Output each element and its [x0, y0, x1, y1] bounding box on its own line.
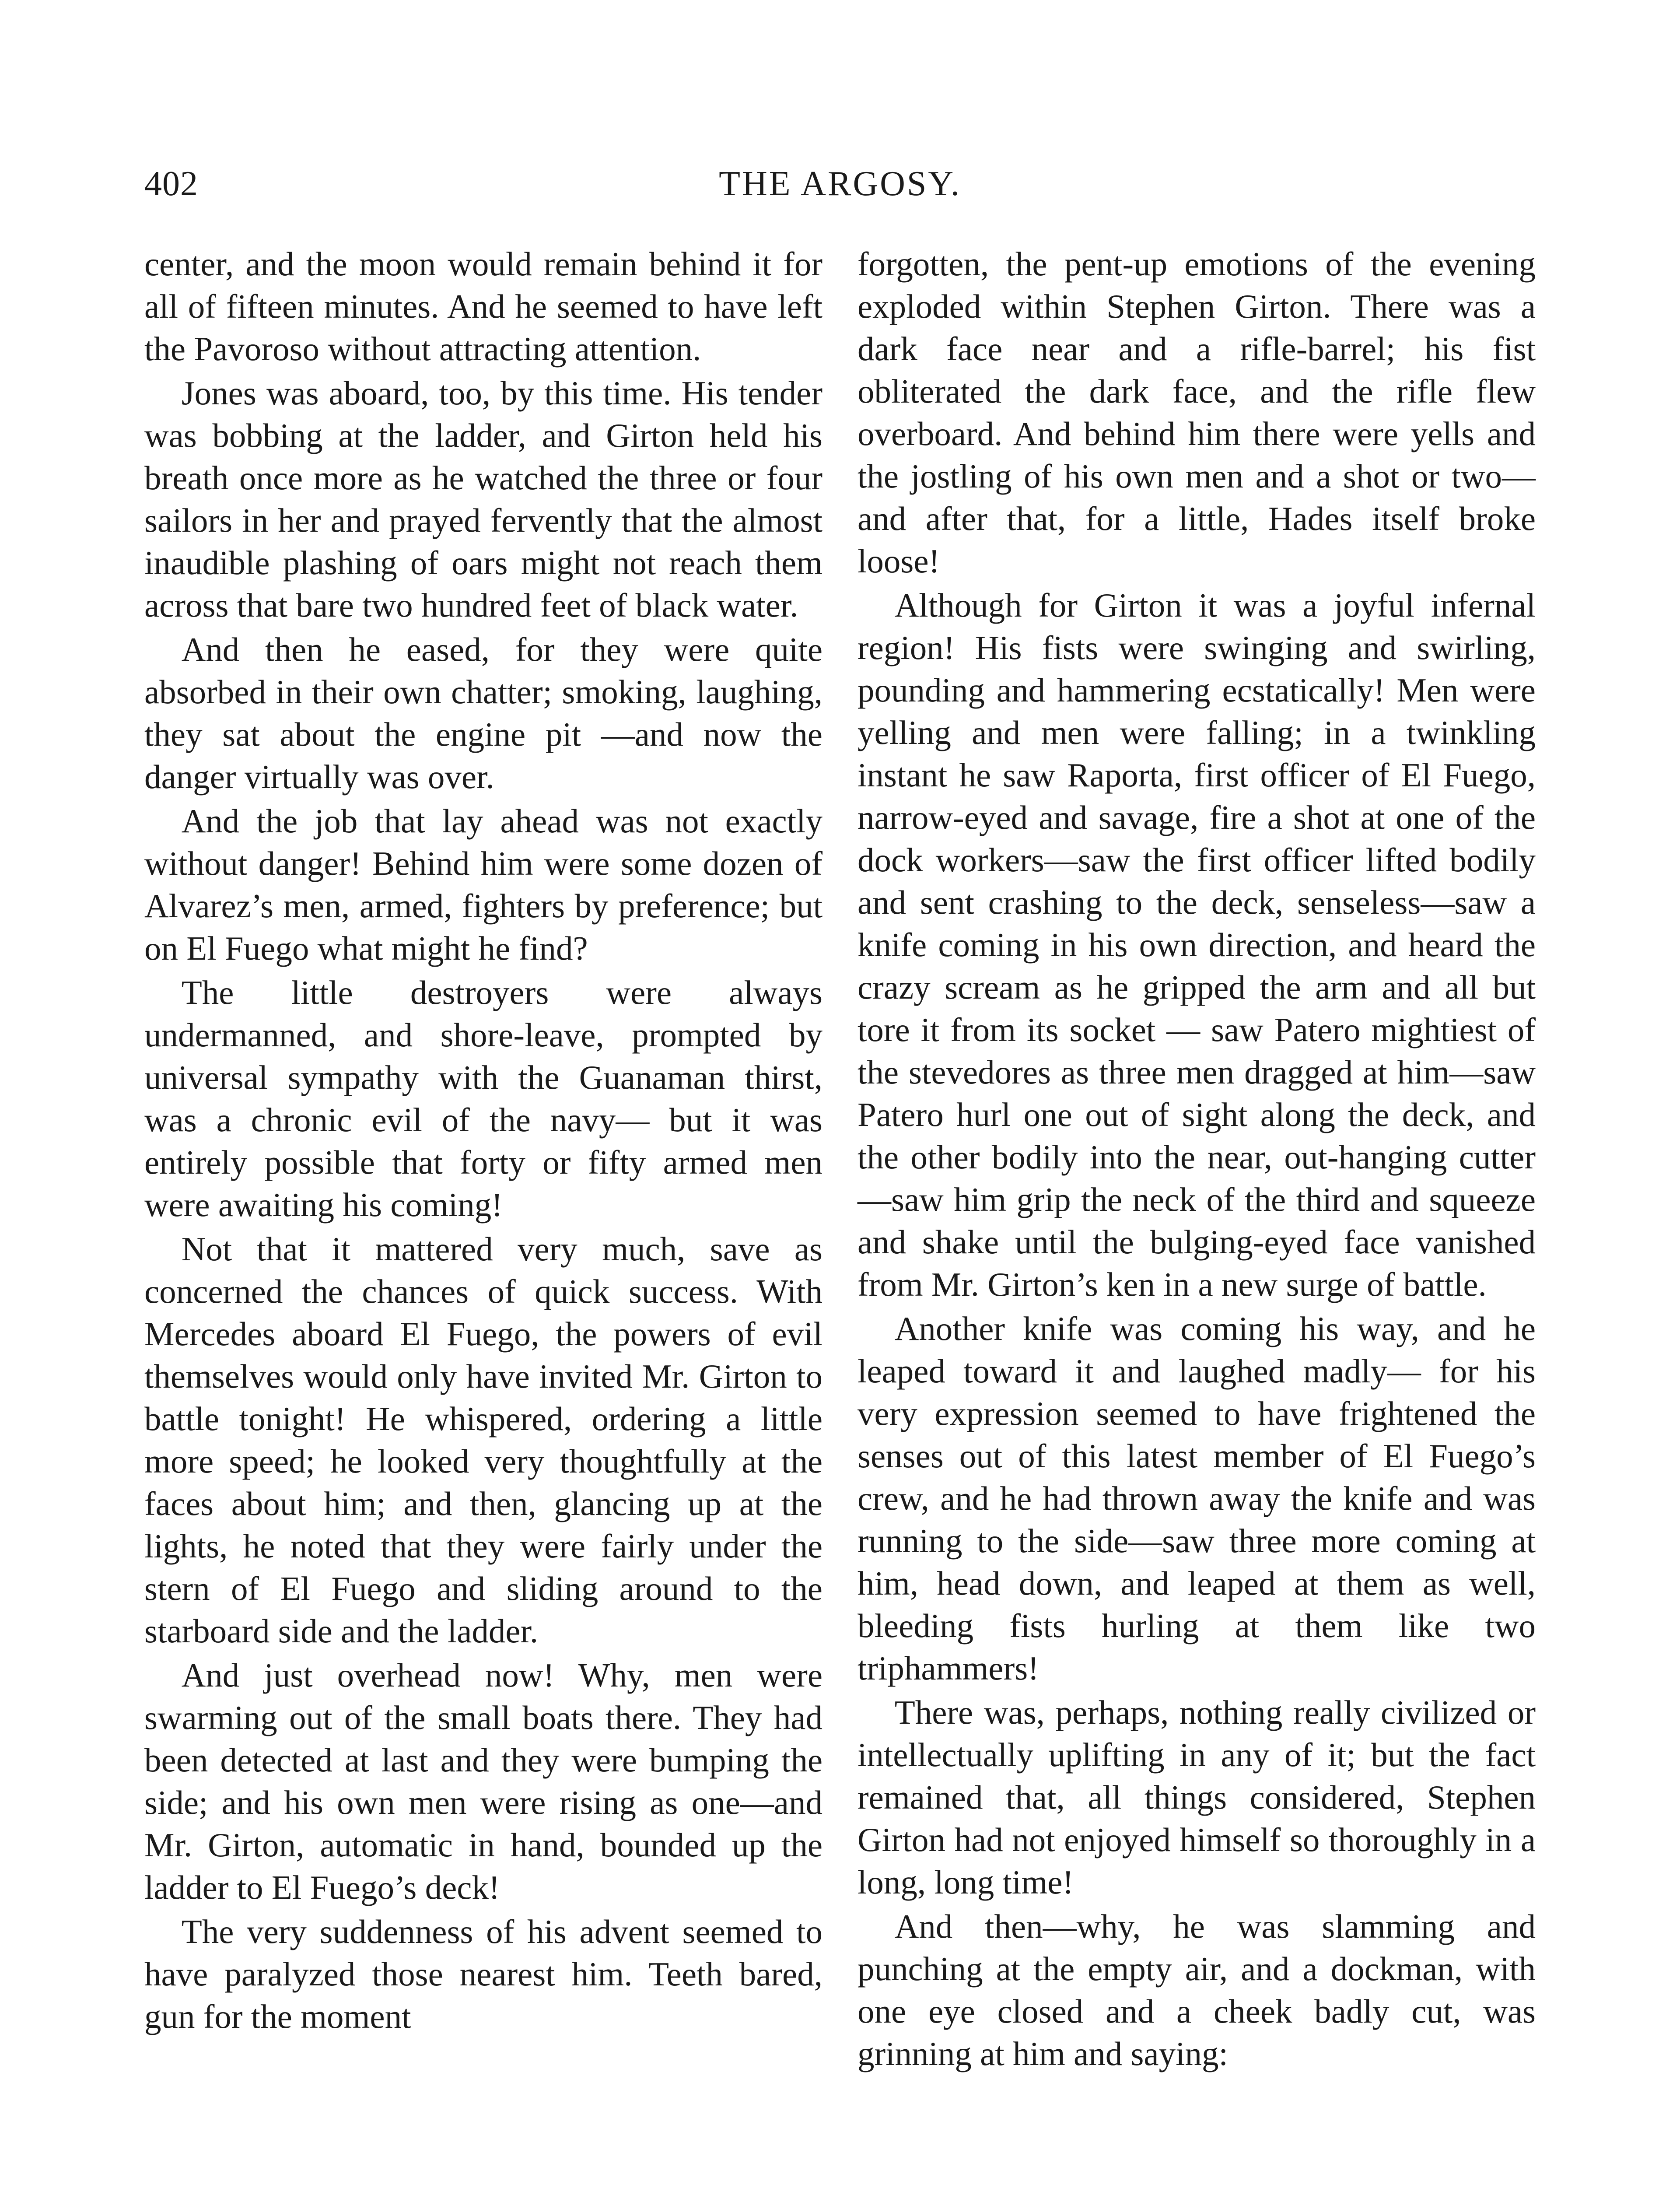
- paragraph: And then—why, he was slamming and punching at the empty air, and a dockman, with one eye closed and a cheek badly cut, was grinning at him and saying:: [858, 1907, 1536, 2072]
- paragraph: And just overhead now! Why, men were swarming out of the small boats there. They had been detected at last and they were bumping the side; and his own men were rising as one—and Mr. Girton, automatic in hand, bounded up the ladder to El Fuego’s deck!: [144, 1656, 822, 1906]
- paragraph: Although for Girton it was a joyful infernal region! His fists were swinging and swirling, pounding and hammering ecstatically! Men were yelling and men were falling; in a twinkling instant he saw Raporta, first officer of El Fuego, narrow-eyed and savage, fire a shot at one of the dock workers—saw the first officer lifted bodily and sent crashing to the deck, senseless—saw a knife coming in his own direction, and heard the crazy scream as he gripped the arm and all but tore it from its socket — saw Patero mightiest of the stevedores as three men dragged at him—saw Patero hurl one out of sight along the deck, and the other bodily into the near, out-hanging cutter—saw him grip the neck of the third and squeeze and shake until the bulging-eyed face vanished from Mr. Girton’s ken in a new surge of battle.: [858, 586, 1536, 1303]
- running-head: THE ARGOSY.: [719, 165, 961, 203]
- paragraph: Not that it mattered very much, save as concerned the chances of quick success. With Mercedes aboard El Fuego, the powers of evil themselves would only have invited Mr. Girton to battle tonight! He whispered, ordering a little more speed; he looked very thoughtfully at the faces about him; and then, glancing up at the lights, he noted that they were fairly under the stern of El Fuego and sliding around to the starboard side and the ladder.: [144, 1230, 822, 1650]
- paragraph: forgotten, the pent-up emotions of the evening exploded within Stephen Girton. There was a dark face near and a rifle-barrel; his fist obliterated the dark face, and the rifle flew overboard. And behind him there were yells and the jostling of his own men and a shot or two—and after that, for a little, Hades itself broke loose!: [858, 245, 1536, 580]
- right-column: [858, 243, 1536, 2077]
- paragraph: The very suddenness of his advent seemed to have paralyzed those nearest him. Teeth bared, gun for the moment: [144, 1913, 822, 2035]
- paragraph: And then he eased, for they were quite absorbed in their own chatter; smoking, laughing, they sat about the engine pit —and now the danger virtually was over.: [144, 631, 822, 796]
- paragraph: Jones was aboard, too, by this time. His tender was bobbing at the ladder, and Girton held his breath once more as he watched the three or four sailors in her and prayed fervently that the almost inaudible plashing of oars might not reach them across that bare two hundred feet of black water.: [144, 374, 822, 624]
- paragraph: The little destroyers were always undermanned, and shore-leave, prompted by universal sympathy with the Guanaman thirst, was a chronic evil of the navy— but it was entirely possible that forty or fifty armed men were awaiting his coming!: [144, 974, 822, 1224]
- page-header: [144, 162, 1536, 214]
- paragraph: And the job that lay ahead was not exactly without danger! Behind him were some dozen of Alvarez’s men, armed, fighters by preference; but on El Fuego what might he find?: [144, 802, 822, 967]
- left-column: [144, 243, 822, 2040]
- paragraph: Another knife was coming his way, and he leaped toward it and laughed madly— for his very expression seemed to have frightened the senses out of this latest member of El Fuego’s crew, and he had thrown away the knife and was running to the side—saw three more coming at him, head down, and leaped at them as well, bleeding fists hurling at them like two triphammers!: [858, 1310, 1536, 1687]
- page-number: 402: [144, 165, 198, 203]
- paragraph: center, and the moon would remain behind it for all of fifteen minutes. And he seemed to have left the Pavoroso without attracting attention.: [144, 245, 822, 368]
- paragraph: There was, perhaps, nothing really civilized or intellectually uplifting in any of it; but the fact remained that, all things considered, Stephen Girton had not enjoyed himself so thoroughly in a long, long time!: [858, 1694, 1536, 1901]
